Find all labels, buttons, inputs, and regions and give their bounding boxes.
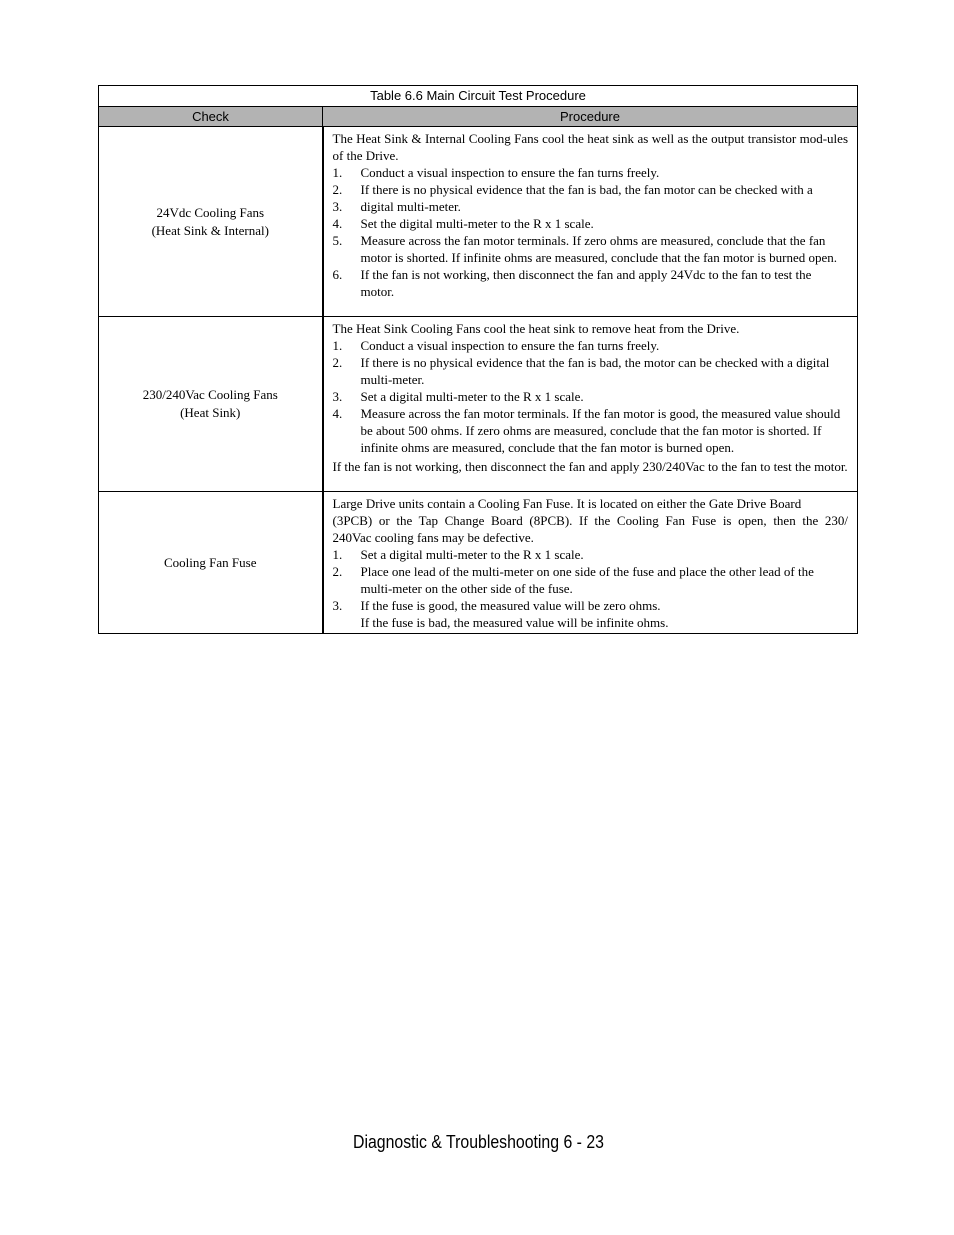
procedure-step (333, 597, 849, 614)
table-row (99, 127, 858, 317)
check-cell (99, 317, 323, 492)
procedure-step (333, 563, 849, 597)
step-number: 1. (332, 338, 343, 353)
procedure-step (333, 388, 849, 405)
step-text: If the fan is not working, then disconnect the fan and apply 24Vdc to the fan to test the motor. (360, 267, 812, 299)
step-number: 3. (332, 389, 343, 404)
procedure-step (333, 354, 849, 388)
step-number: 4. (332, 406, 343, 421)
main-circuit-test-table-container (98, 85, 857, 634)
table-row (99, 492, 858, 634)
step-number: 1. (332, 165, 343, 180)
step-text: Set a digital multi-meter to the R x 1 scale. (360, 389, 584, 404)
procedure-step (333, 266, 849, 300)
check-label-line1: Cooling Fan Fuse (164, 554, 257, 570)
column-header-procedure: Procedure (323, 107, 858, 127)
step-text: Conduct a visual inspection to ensure the fan turns freely. (360, 338, 660, 353)
check-label-line2: (Heat Sink & Internal) (151, 222, 269, 238)
step-number: 6. (332, 267, 343, 282)
step-number: 4. (332, 216, 343, 231)
procedure-cell (323, 317, 858, 492)
step-number: 2. (332, 564, 343, 579)
procedure-steps (333, 546, 849, 614)
procedure-cell (323, 127, 858, 317)
table-row (99, 317, 858, 492)
procedure-step (333, 546, 849, 563)
procedure-intro-line1: Large Drive units contain a Cooling Fan Fuse. It is located on either the Gate Drive Board (332, 496, 802, 511)
step-number: 3. (332, 199, 343, 214)
procedure-step (333, 181, 849, 198)
step-text: digital multi-meter. (360, 199, 461, 214)
step-text: If there is no physical evidence that the fan is bad, the fan motor can be checked with a (360, 182, 813, 197)
step-text: Set a digital multi-meter to the R x 1 scale. (360, 547, 584, 562)
step-text: Place one lead of the multi-meter on one side of the fuse and place the other lead of the multi-meter on the other side of the fuse. (360, 564, 814, 596)
procedure-intro-line2: (3PCB) or the Tap Change Board (8PCB). If the Cooling Fan Fuse is open, then the 230/ (332, 513, 848, 528)
procedure-step (333, 198, 849, 215)
step-text: Measure across the fan motor terminals. If zero ohms are measured, conclude that the fan motor is shorted. If infinite ohms are measured, conclude that the fan motor is burned open. (360, 233, 838, 265)
step-text: Conduct a visual inspection to ensure the fan turns freely. (360, 165, 660, 180)
step-text: If there is no physical evidence that the fan is bad, the motor can be checked with a digital multi-meter. (360, 355, 830, 387)
check-cell (99, 127, 323, 317)
main-circuit-test-table (98, 85, 858, 634)
check-label-line2: (Heat Sink) (180, 405, 241, 420)
procedure-cell (323, 492, 858, 634)
check-label-line1: 230/240Vac Cooling Fans (142, 387, 278, 402)
procedure-steps (333, 337, 849, 456)
table-caption: Table 6.6 Main Circuit Test Procedure (99, 86, 858, 107)
procedure-step (333, 215, 849, 232)
procedure-steps (333, 164, 849, 300)
procedure-step (333, 164, 849, 181)
step-text: Set the digital multi-meter to the R x 1 scale. (360, 216, 594, 231)
column-header-check: Check (99, 107, 323, 127)
procedure-note: If the fan is not working, then disconnect the fan and apply 230/240Vac to the fan to test the motor. (332, 459, 848, 474)
procedure-step (333, 232, 849, 266)
step-number: 2. (332, 355, 343, 370)
step-text: If the fuse is good, the measured value will be zero ohms. (360, 598, 661, 613)
procedure-step (333, 405, 849, 456)
step-number: 2. (332, 182, 343, 197)
check-label-line1: 24Vdc Cooling Fans (156, 204, 265, 220)
step-number: 5. (332, 233, 343, 248)
procedure-step (333, 337, 849, 354)
procedure-note: If the fuse is bad, the measured value will be infinite ohms. (360, 615, 669, 630)
step-text: Measure across the fan motor terminals. If the fan motor is good, the measured value should be about 500 ohms. If zero ohms are measured, conclude that the fan motor is shorted. If infinite ohms are measured, conclude that the fan motor is burned open. (360, 406, 841, 455)
page-footer: Diagnostic & Troubleshooting 6 - 23 (353, 1132, 604, 1152)
check-cell (99, 492, 323, 634)
step-number: 1. (332, 547, 343, 562)
procedure-intro: The Heat Sink Cooling Fans cool the heat sink to remove heat from the Drive. (332, 321, 740, 336)
step-number: 3. (332, 598, 343, 613)
procedure-intro-line3: 240Vac cooling fans may be defective. (332, 530, 534, 545)
procedure-intro: The Heat Sink & Internal Cooling Fans cool the heat sink as well as the output transistor mod-ules of the Drive. (332, 131, 848, 163)
